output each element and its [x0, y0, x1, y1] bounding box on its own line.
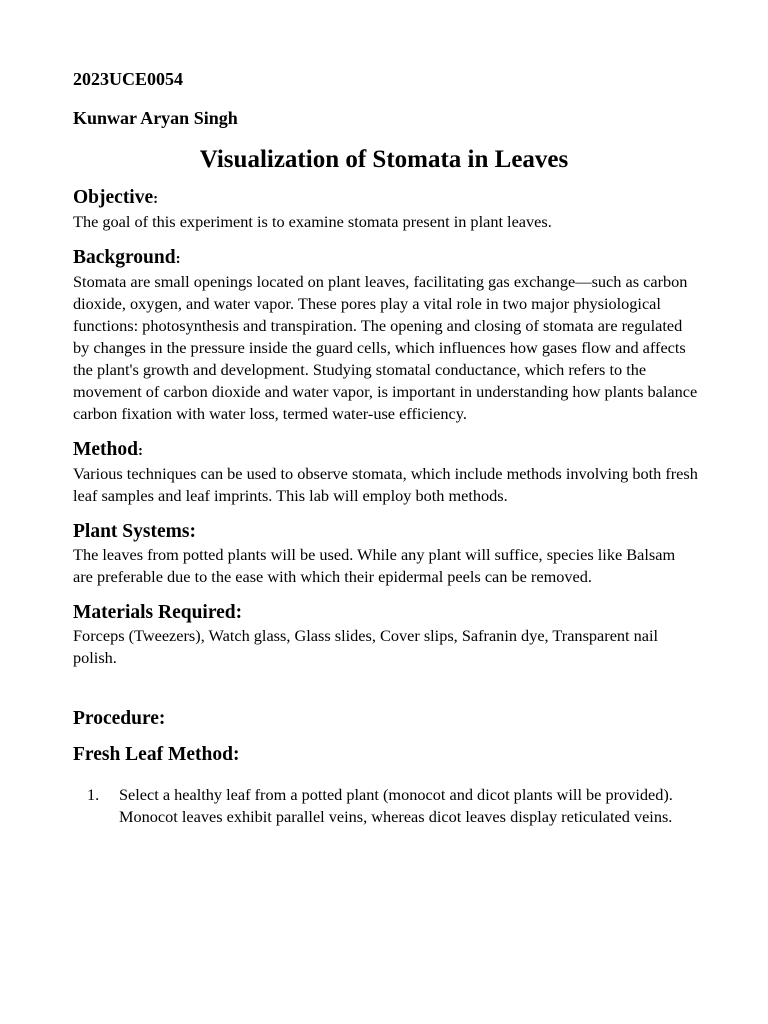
- objective-heading: [73, 186, 698, 211]
- fresh-leaf-heading: Fresh Leaf Method:: [73, 744, 240, 765]
- plant-systems-section: [73, 520, 698, 588]
- student-id: 2023UCE0054: [73, 69, 184, 89]
- method-heading-label: Method: [73, 439, 138, 460]
- objective-section: [73, 186, 698, 233]
- objective-text: The goal of this experiment is to examine stomata present in plant leaves.: [73, 212, 552, 231]
- objective-heading-label: Objective: [73, 187, 154, 208]
- step-number: 1.: [87, 785, 100, 804]
- background-heading: [73, 246, 698, 271]
- method-section: [73, 438, 698, 507]
- plant-systems-text: The leaves from potted plants will be used. While any plant will suffice, species like Balsam are preferable due to the ease with which their epidermal peels can be removed.: [73, 545, 676, 586]
- background-heading-colon: :: [175, 251, 181, 267]
- fresh-leaf-section: [73, 743, 698, 828]
- background-section: [73, 246, 698, 425]
- method-heading: [73, 438, 698, 463]
- procedure-section: [73, 707, 698, 731]
- method-heading-colon: :: [138, 443, 143, 459]
- fresh-leaf-steps: [73, 784, 698, 828]
- objective-heading-colon: :: [153, 191, 159, 207]
- materials-heading: Materials Required:: [73, 602, 243, 623]
- method-text: Various techniques can be used to observe stomata, which include methods involving both fresh leaf samples and leaf imprints. This lab will employ both methods.: [73, 464, 698, 505]
- step-text: Select a healthy leaf from a potted plant (monocot and dicot plants will be provided). Monocot leaves exhibit parallel veins, whereas dicot leaves display reticulated veins.: [119, 785, 673, 826]
- background-heading-label: Background: [73, 247, 176, 268]
- background-text: Stomata are small openings located on plant leaves, facilitating gas exchange—such as carbon dioxide, oxygen, and water vapor. These pores play a vital role in two major physiological functions: photosynthesis and transpiration. The opening and closing of stomata are regulated by changes in the pressure inside the guard cells, which influences how gases flow and affects the plant's growth and development. Studying stomatal conductance, which refers to the movement of carbon dioxide and water vapor, is important in understanding how plants balance carbon fixation with water loss, termed water-use efficiency.: [73, 272, 698, 423]
- list-item: [73, 784, 698, 828]
- page-title: Visualization of Stomata in Leaves: [199, 146, 569, 173]
- procedure-heading: Procedure:: [73, 708, 166, 729]
- student-name: Kunwar Aryan Singh: [73, 108, 238, 128]
- materials-text: Forceps (Tweezers), Watch glass, Glass slides, Cover slips, Safranin dye, Transparent nail polish.: [73, 626, 659, 667]
- materials-section: [73, 601, 698, 669]
- plant-systems-heading: Plant Systems:: [73, 521, 196, 542]
